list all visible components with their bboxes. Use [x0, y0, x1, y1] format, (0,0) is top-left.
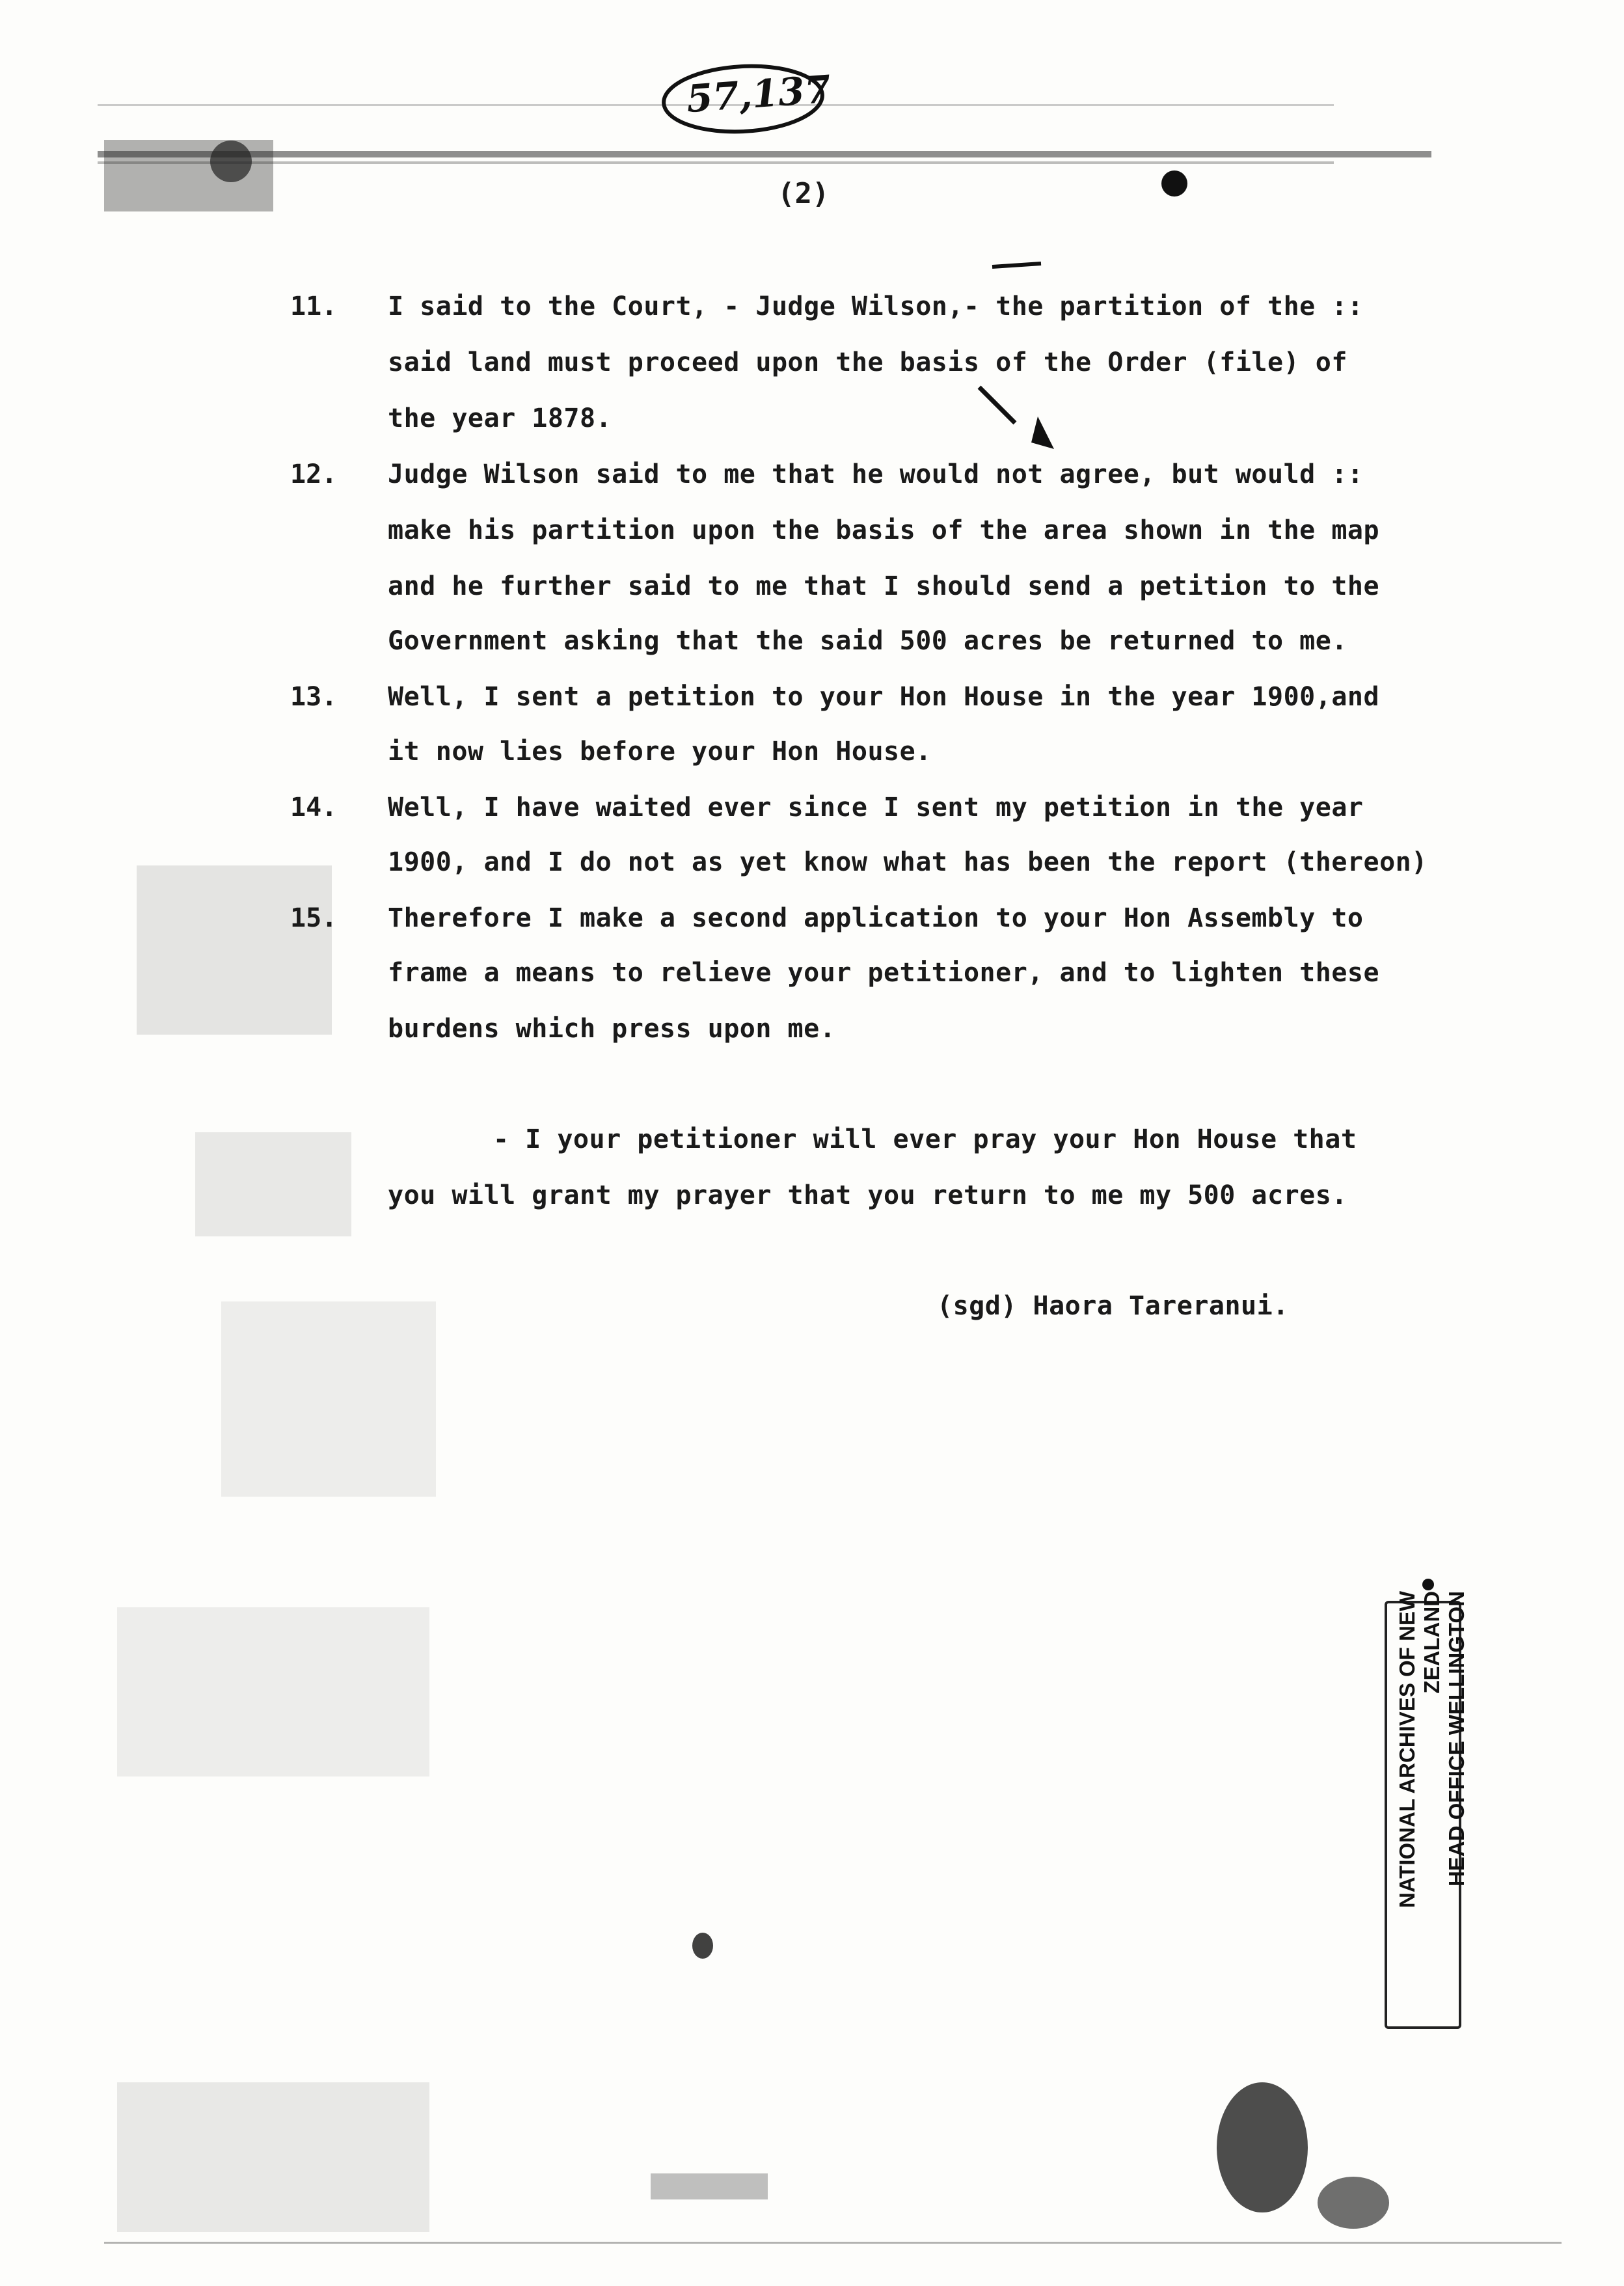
- paragraph-line: Judge Wilson said to me that he would not agree, but would ::: [388, 459, 1364, 489]
- reference-number: 57,137: [684, 66, 833, 122]
- paragraph-line: said land must proceed upon the basis of the Order (file) of: [388, 347, 1347, 377]
- signature: (sgd) Haora Tareranui.: [937, 1291, 1289, 1321]
- paragraph-line: Well, I have waited ever since I sent my petition in the year: [388, 793, 1364, 823]
- paragraph-number: 14.: [290, 793, 338, 823]
- paragraph-number: 15.: [290, 903, 338, 933]
- paragraph-line: it now lies before your Hon House.: [388, 737, 932, 767]
- stamp-line: HEAD OFFICE WELLINGTON: [1444, 1591, 1468, 1887]
- paragraph-number: 11.: [290, 292, 338, 321]
- paragraph-line: and he further said to me that I should send a petition to the: [388, 571, 1380, 601]
- paragraph-line: Government asking that the said 500 acres be returned to me.: [388, 626, 1347, 656]
- stamp-line: NATIONAL ARCHIVES OF NEW ZEALAND: [1395, 1591, 1444, 1909]
- paragraph-line: I said to the Court, - Judge Wilson,- the partition of the ::: [388, 292, 1364, 321]
- paragraph-line: Therefore I make a second application to your Hon Assembly to: [388, 903, 1364, 933]
- paragraph-line: burdens which press upon me.: [388, 1014, 836, 1044]
- closing-prayer-line: - I your petitioner will ever pray your Hon House that: [493, 1124, 1357, 1154]
- paragraph-line: the year 1878.: [388, 403, 612, 433]
- paragraph-line: Well, I sent a petition to your Hon House in the year 1900,and: [388, 682, 1380, 712]
- paragraph-line: 1900, and I do not as yet know what has been the report (thereon): [388, 847, 1428, 877]
- paragraph-line: make his partition upon the basis of the area shown in the map: [388, 515, 1380, 545]
- page-number: (2): [778, 177, 830, 210]
- paragraph-number: 12.: [290, 459, 338, 489]
- closing-prayer-line: you will grant my prayer that you return to me my 500 acres.: [388, 1180, 1347, 1210]
- paragraph-number: 13.: [290, 682, 338, 712]
- paragraph-line: frame a means to relieve your petitioner, and to lighten these: [388, 958, 1380, 988]
- archive-stamp-text: [1395, 1591, 1469, 2007]
